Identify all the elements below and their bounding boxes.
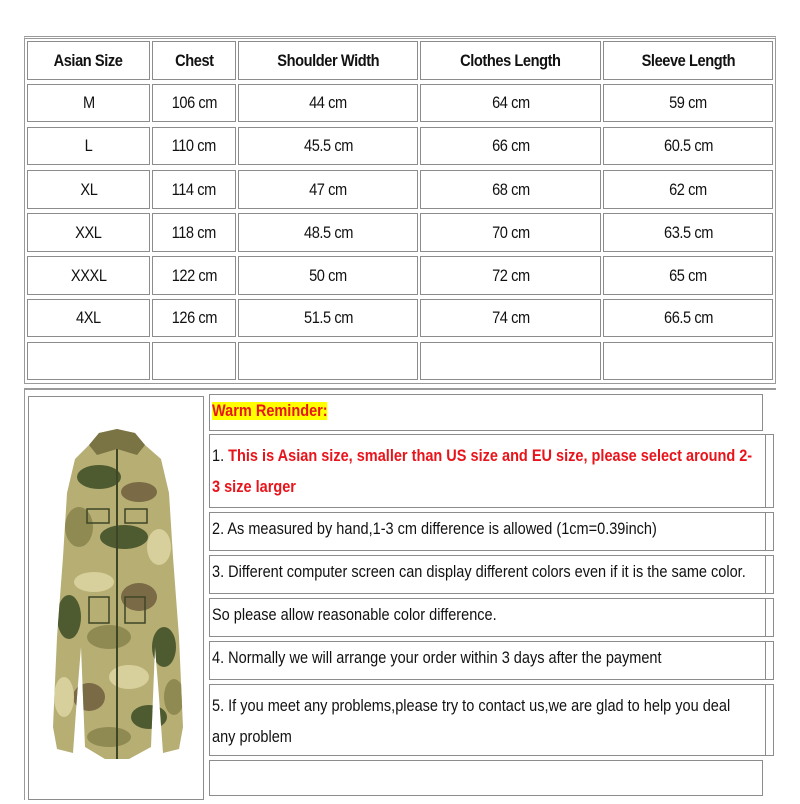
- table-cell-value: 74 cm: [491, 308, 530, 327]
- table-cell-value: 118 cm: [171, 222, 217, 242]
- reminder-item-1: [209, 434, 766, 508]
- table-cell: [238, 170, 418, 209]
- table-header-cell: [27, 41, 150, 80]
- table-cell-value: 62 cm: [669, 179, 707, 199]
- reminder-item-3b: [209, 598, 766, 637]
- reminder-item-1-text: This is Asian size, smaller than US size and EU size, please select around 2-3 size larger: [212, 447, 753, 496]
- table-cell: [152, 256, 236, 295]
- table-cell: [152, 84, 236, 122]
- table-cell: [420, 84, 601, 122]
- table-empty-cell: [152, 342, 236, 380]
- table-cell-value: 51.5 cm: [303, 308, 353, 327]
- reminder-item-4-text: 4. Normally we will arrange your order within 3 days after the payment: [212, 649, 662, 667]
- table-cell: [238, 256, 418, 295]
- table-cell: [603, 213, 773, 252]
- table-cell: [152, 127, 236, 165]
- warm-reminder-title: Warm Reminder:: [212, 402, 328, 420]
- table-cell-value: 68 cm: [491, 179, 530, 199]
- reminder-empty-row: [209, 760, 763, 796]
- table-cell-value: 4XL: [76, 308, 101, 327]
- reminder-item-5: [209, 684, 766, 756]
- table-cell-value: 66 cm: [491, 136, 530, 155]
- table-header-label: Asian Size: [54, 50, 123, 70]
- table-cell: [420, 213, 601, 252]
- table-cell-value: 47 cm: [309, 179, 347, 199]
- reminder-side-cell: [765, 598, 774, 637]
- table-cell-value: 65 cm: [669, 265, 707, 285]
- table-cell-value: 48.5 cm: [303, 222, 353, 242]
- table-cell: [27, 213, 150, 252]
- table-cell-value: 122 cm: [171, 265, 217, 285]
- table-cell: [238, 127, 418, 165]
- table-cell-value: M: [82, 93, 95, 112]
- table-cell: [27, 170, 150, 209]
- table-cell: [238, 213, 418, 252]
- table-empty-cell: [27, 342, 150, 380]
- table-header-cell: [152, 41, 236, 80]
- product-image-frame: [28, 396, 204, 800]
- reminder-side-cell: [765, 641, 774, 680]
- table-cell-value: 126 cm: [171, 308, 217, 327]
- table-cell-value: XXL: [75, 222, 102, 242]
- table-header-label: Chest: [174, 50, 214, 70]
- table-cell-value: 44 cm: [309, 93, 347, 112]
- reminder-item-3: [209, 555, 766, 594]
- reminder-side-cell: [765, 684, 774, 756]
- table-cell: [603, 299, 773, 337]
- table-cell: [420, 299, 601, 337]
- table-cell: [152, 213, 236, 252]
- table-cell: [238, 84, 418, 122]
- reminder-item-3b-text: So please allow reasonable color difference.: [212, 606, 497, 624]
- table-empty-cell: [603, 342, 773, 380]
- reminder-item-4: [209, 641, 766, 680]
- table-cell-value: 63.5 cm: [663, 222, 713, 242]
- table-cell-value: 59 cm: [669, 93, 707, 112]
- warm-reminder-title-row: [209, 394, 763, 431]
- table-header-label: Shoulder Width: [277, 50, 379, 70]
- reminder-item-1-prefix: 1.: [212, 447, 229, 465]
- table-cell: [27, 127, 150, 165]
- table-cell-value: 70 cm: [491, 222, 530, 242]
- table-header-label: Sleeve Length: [641, 50, 735, 70]
- table-cell: [420, 170, 601, 209]
- table-cell-value: 64 cm: [491, 93, 530, 112]
- reminder-item-2-text: 2. As measured by hand,1-3 cm difference is allowed (1cm=0.39inch): [212, 520, 657, 538]
- table-header-cell: [238, 41, 418, 80]
- table-cell: [420, 256, 601, 295]
- table-cell-value: 114 cm: [171, 179, 217, 199]
- table-cell: [27, 256, 150, 295]
- reminder-item-2: [209, 512, 766, 551]
- table-header-cell: [420, 41, 601, 80]
- table-cell: [603, 256, 773, 295]
- table-cell-value: 110 cm: [171, 136, 217, 155]
- table-cell-value: 106 cm: [171, 93, 217, 112]
- table-cell-value: 50 cm: [309, 265, 347, 285]
- table-cell: [152, 299, 236, 337]
- reminder-item-5-text: 5. If you meet any problems,please try to contact us,we are glad to help you deal any problem: [212, 697, 731, 746]
- table-cell-value: 72 cm: [491, 265, 530, 285]
- table-empty-cell: [238, 342, 418, 380]
- table-cell: [152, 170, 236, 209]
- reminder-side-cell: [765, 434, 774, 508]
- table-cell: [27, 299, 150, 337]
- table-cell: [603, 127, 773, 165]
- table-cell-value: 45.5 cm: [303, 136, 353, 155]
- table-cell: [420, 127, 601, 165]
- table-cell-value: 66.5 cm: [663, 308, 713, 327]
- table-cell: [27, 84, 150, 122]
- camouflage-jacket-image: [29, 397, 203, 799]
- table-header-label: Clothes Length: [460, 50, 561, 70]
- table-cell-value: XL: [79, 179, 98, 199]
- table-empty-cell: [420, 342, 601, 380]
- table-cell: [238, 299, 418, 337]
- reminder-item-3-text: 3. Different computer screen can display different colors even if it is the same color.: [212, 563, 746, 581]
- reminder-side-cell: [765, 555, 774, 594]
- table-cell-value: L: [84, 136, 93, 155]
- table-header-cell: [603, 41, 773, 80]
- table-cell-value: XXXL: [70, 265, 107, 285]
- table-cell-value: 60.5 cm: [663, 136, 713, 155]
- table-cell: [603, 84, 773, 122]
- table-cell: [603, 170, 773, 209]
- reminder-side-cell: [765, 512, 774, 551]
